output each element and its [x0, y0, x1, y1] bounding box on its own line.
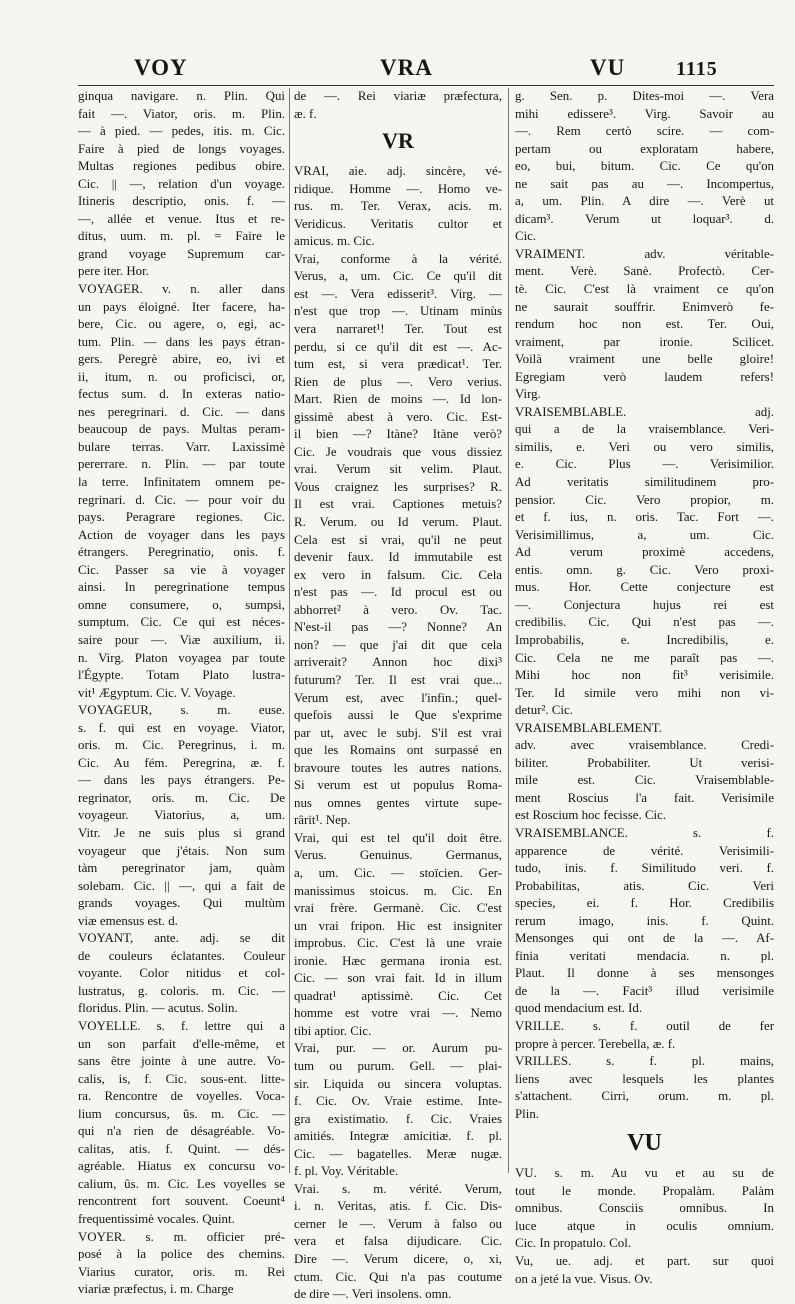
column-middle — [294, 88, 502, 1302]
dictionary-entry — [515, 404, 774, 720]
column-left — [78, 88, 285, 1297]
entry-line: liens avec lesquels les plantes — [515, 1071, 774, 1086]
entry-line: sumptum. Cic. Ce qui est néces- — [78, 615, 285, 630]
entry-line: mihi edissere³. Virg. Savoir au — [515, 106, 774, 121]
entry-line: est Roscium hoc fecisse. Cic. — [515, 808, 667, 823]
entry-line: rerum imago, inis. f. Quint. — [515, 913, 774, 928]
dictionary-entry — [78, 1018, 285, 1229]
entry-line: ne sait pas au —. Incompertus, — [515, 176, 774, 191]
entry-line: ainsi. In peregrinatione tempus — [78, 580, 285, 595]
entry-line: Ter. Id simile vero mihi non vi- — [515, 685, 774, 700]
entry-line: nus omnes gentes virtute supe- — [294, 795, 502, 810]
dictionary-entry — [515, 1018, 774, 1053]
entry-line: quod mendacium est. Id. — [515, 1001, 643, 1016]
entry-line: tout le monde. Propalàm. Palàm — [515, 1183, 774, 1198]
entry-line: Vous craignez les surprises? R. — [294, 479, 502, 494]
entry-line: f. pl. Voy. Véritable. — [294, 1164, 399, 1179]
entry-line: saire pour —. Viæ auxilium, ii. — [78, 632, 285, 647]
entry-line: vrai frère. Germanè. Cic. C'est — [294, 901, 502, 916]
entry-line: un pays éloigné. Iter facere, ha- — [78, 299, 285, 314]
entry-line: manissimus stoicus. m. Cic. En — [294, 883, 502, 898]
entry-line: calis, is, f. Cic. sous-ent. litte- — [78, 1071, 285, 1086]
entry-line: finia veritati mendacia. n. pl. — [515, 948, 774, 963]
entry-line: sir. Liquida ou sincera voluptas. — [294, 1076, 502, 1091]
entry-line: tibi aptior. Cic. — [294, 1023, 372, 1038]
entry-line: amicus. m. Cic. — [294, 234, 375, 249]
entry-line: devenir faux. Id immutabile est — [294, 550, 502, 565]
entry-line: tudo, inis. f. Similitudo veri. f. — [515, 861, 774, 876]
entry-line: grand voyage Supremum car- — [78, 246, 285, 261]
entry-line: n'est que trop —. Utinam minùs — [294, 304, 502, 319]
entry-line: grands voyages. Qui multùm — [78, 896, 285, 911]
entry-line: Itineris descriptio, onis. f. — — [78, 194, 285, 209]
entry-line: similis, e. Veri ou vero similis, — [515, 439, 774, 454]
entry-line: est —. Vera edisserit³. Virg. — — [294, 286, 502, 301]
entry-line: VRILLE. s. f. outil de fer — [515, 1018, 774, 1033]
entry-line: beaucoup de pays. Multas peram- — [78, 422, 285, 437]
entry-line: Cic. Au fém. Peregrina, æ. f. — [78, 755, 285, 770]
entry-line: luce atque in oculis omnium. — [515, 1218, 774, 1233]
entry-line: regrinator, oris. m. Cic. De — [78, 790, 285, 805]
entry-line: rendum hoc non est. Ter. Oui, — [515, 317, 774, 332]
entry-line: voyageur. Viatorius, a, um. — [78, 808, 285, 823]
entry-line: species, ei. f. Hor. Credibilis — [515, 896, 774, 911]
entry-line: Cic. Passer sa vie à voyager — [78, 562, 285, 577]
entry-line: ironie. Hæc germana ironia est. — [294, 953, 502, 968]
entry-line: s'attachent. Cirri, orum. m. pl. — [515, 1089, 774, 1104]
entry-line: mus. Hor. Cette conjecture est — [515, 580, 774, 595]
entry-line: rencontrent fort souvent. Coeunt⁴ — [78, 1194, 285, 1209]
entry-line: ex vero in falsum. Cic. Cela — [294, 567, 502, 582]
entry-line: calium, ûs. m. Cic. Les voyelles se — [78, 1176, 285, 1191]
entry-line: ne saurait souffrir. Enimverò fe- — [515, 299, 774, 314]
entry-line: mile est. Cic. Vraisemblable- — [515, 773, 774, 788]
entry-line: perdu, si ce qu'il dit est —. Ac- — [294, 339, 502, 354]
entry-line: N'est-il pas —? Nonne? An — [294, 620, 502, 635]
entry-line: voyageur que j'étais. Non sum — [78, 843, 285, 858]
entry-line: ditus, uum. m. pl. = Faire le — [78, 229, 285, 244]
entry-line: Mart. Rien de moins —. Id lon- — [294, 392, 502, 407]
entry-line: regrinari. d. Cic. — pour voir du — [78, 492, 285, 507]
entry-line: de la —. Facit³ illud verisimile — [515, 983, 774, 998]
entry-line: Mihi hoc non fit³ verisimile. — [515, 668, 774, 683]
entry-line: arriverait? Annon hoc dixi³ — [294, 655, 502, 670]
dictionary-entry — [515, 1053, 774, 1123]
entry-line: n'est pas —. Id procul est ou — [294, 585, 502, 600]
entry-line: Verus. Genuinus. Germanus, — [294, 848, 502, 863]
entry-line: viæ emensus est. d. — [78, 913, 178, 928]
entry-line: Si verum est ut populus Roma- — [294, 778, 502, 793]
entry-line: Il est vrai. Captiones metuis? — [294, 497, 502, 512]
entry-line: qui n'a rien de désagréable. Vo- — [78, 1124, 285, 1139]
entry-line: tè. Cic. C'est là vraiment ce qu'on — [515, 282, 774, 297]
entry-line: f. Cic. Ov. Vraie estime. Inte- — [294, 1094, 502, 1109]
entry-line: entis. omn. g. Cic. Vero proxi- — [515, 562, 774, 577]
entry-line: sans être jointe à une autre. Vo- — [78, 1054, 285, 1069]
entry-line: rârit¹. Nep. — [294, 813, 351, 828]
entry-line: rus. m. Ter. Verax, acis. m. — [294, 199, 502, 214]
entry-line: Vrai, conforme à la vérité. — [294, 251, 502, 266]
header-rule — [78, 85, 774, 86]
entry-line: s. f. qui est en voyage. Viator, — [78, 720, 285, 735]
entry-line: credibilis. Cic. Qui n'est pas —. — [515, 615, 774, 630]
entry-line: quadrat¹ aptissimè. Cic. Cet — [294, 988, 502, 1003]
entry-line: VOYER. s. m. officier pré- — [78, 1229, 285, 1244]
entry-line: VOYANT, ante. adj. se dit — [78, 931, 285, 946]
entry-line: VRAIMENT. adv. véritable- — [515, 246, 774, 261]
entry-line: et f. ius, n. oris. Tac. Fort —. — [515, 510, 774, 525]
columns — [78, 88, 774, 1302]
entry-line: ra. Rencontre de voyelles. Voca- — [78, 1089, 285, 1104]
entry-line: propre à percer. Terebella, æ. f. — [515, 1036, 676, 1051]
entry-line: eo, bui, bitum. Cic. Ce qu'on — [515, 159, 774, 174]
entry-line: viariæ præfectus, i. m. Charge — [78, 1282, 234, 1297]
dictionary-entry — [515, 88, 774, 246]
entry-line: futurum? Ter. Il est vrai que... — [294, 672, 502, 687]
entry-line: Mensonges qui ont de la —. Af- — [515, 931, 774, 946]
entry-line: Dire —. Verum dicere, o, xi, — [294, 1252, 502, 1266]
entry-line: pays. Peragrare regiones. Cic. — [78, 510, 285, 525]
entry-line: pererrare. n. Plin. — par toute — [78, 457, 285, 472]
entry-line: solebam. Cic. || —, qui a fait de — [78, 878, 285, 893]
entry-line: Vitr. Je ne suis plus si grand — [78, 825, 285, 840]
entry-line: Cic. Je voudrais que vous dissiez — [294, 444, 502, 459]
entry-line: a, um. Plin. A dire —. Verè ut — [515, 194, 774, 209]
entry-line: homme est votre vrai —. Nemo — [294, 1006, 502, 1021]
entry-line: Cela est si vrai, qu'il ne peut — [294, 532, 502, 547]
entry-line: VRAI, aie. adj. sincère, vé- — [294, 164, 502, 179]
entry-line: Probabilitas, atis. Cic. Veri — [515, 878, 774, 893]
entry-line: vera et falsa dijudicare. Cic. — [294, 1234, 502, 1249]
section-heading: VU — [627, 1130, 662, 1157]
entry-line: Virg. — [515, 387, 541, 402]
entry-line: étrangers. Peregrinatio, onis. f. — [78, 545, 285, 560]
entry-line: de couleurs éclatantes. Couleur — [78, 948, 285, 963]
entry-line: par ut, avec le subj. S'il est vrai — [294, 725, 502, 740]
dictionary-entry — [78, 1229, 285, 1299]
entry-line: VRAISEMBLANCE. s. f. — [515, 825, 774, 840]
entry-line: ii, itum, n. ou proficisci, or, — [78, 369, 285, 384]
page-number: 1115 — [676, 58, 718, 80]
entry-line: tum. Plin. — dans les pays étran- — [78, 334, 285, 349]
entry-line: ment. Verè. Sanè. Profectò. Cer- — [515, 264, 774, 279]
entry-line: Action de voyager dans les pays — [78, 527, 285, 542]
entry-line: vraiment, par ironie. Scilicet. — [515, 334, 774, 349]
entry-line: de —. Rei viariæ præfectura, — [294, 89, 502, 103]
entry-line: Vrai, pur. — or. Aurum pu- — [294, 1041, 502, 1056]
entry-line: vit¹ Ægyptum. Cic. V. Voyage. — [78, 685, 236, 700]
entry-line: Egregiam verò laudem refers! — [515, 369, 774, 384]
entry-line: un son parfait d'elle-même, et — [78, 1036, 285, 1051]
entry-line: n. Virg. Platon voyagea par toute — [78, 650, 285, 665]
dictionary-entry — [515, 825, 774, 1018]
dictionary-entry — [78, 88, 285, 281]
dictionary-entry — [294, 830, 502, 1041]
entry-line: e. Cic. Plus —. Verisimilior. — [515, 457, 774, 472]
entry-line: Veridicus. Veritatis cultor et — [294, 216, 502, 231]
dictionary-entry — [78, 702, 285, 930]
running-head-center: VRA — [380, 55, 433, 80]
entry-line: fectus sum. d. In exteras natio- — [78, 387, 285, 402]
entry-line: vera narraret¹! Ter. Tout est — [294, 322, 502, 337]
entry-line: VRILLES. s. f. pl. mains, — [515, 1054, 774, 1069]
entry-line: Rien de plus —. Vero verius. — [294, 374, 502, 389]
dictionary-entry — [294, 251, 502, 830]
dictionary-entry — [515, 720, 774, 825]
entry-line: —. Rem certò scire. — com- — [515, 124, 774, 139]
entry-line: qui a de la vraisemblance. Veri- — [515, 422, 774, 437]
entry-line: on a jeté la vue. Visus. Ov. — [515, 1271, 653, 1286]
entry-line: ginqua navigare. n. Plin. Qui — [78, 89, 285, 103]
entry-line: il bien —? Itàne? Itàne verò? — [294, 427, 502, 442]
entry-line: pensior. Cic. Vero propior, m. — [515, 492, 774, 507]
entry-line: dicam³. Verum ut loquar³. d. — [515, 211, 774, 226]
dictionary-entry — [78, 930, 285, 1018]
entry-line: adv. avec vraisemblance. Credi- — [515, 738, 774, 753]
column-right — [515, 88, 774, 1286]
entry-line: posé à la police des chemins. — [78, 1247, 285, 1262]
section-heading: VR — [382, 128, 414, 154]
entry-line: amitiés. Integræ amicitiæ. f. pl. — [294, 1129, 502, 1144]
entry-line: gissimè abest à vero. Cic. Est- — [294, 409, 502, 424]
entry-line: la terre. Infinitatem omnem pe- — [78, 475, 285, 490]
entry-line: improbus. Cic. C'est là une vraie — [294, 936, 502, 951]
entry-line: que les Romains ont surpassé en — [294, 743, 502, 758]
entry-line: VOYAGEUR, s. m. euse. — [78, 703, 285, 718]
entry-line: —, allée et venue. Itus et re- — [78, 211, 285, 226]
entry-line: g. Sen. p. Dites-moi —. Vera — [515, 89, 774, 103]
entry-line: vrai. Verum sit velim. Plaut. — [294, 462, 502, 477]
entry-line: ridique. Homme —. Homo ve- — [294, 181, 502, 196]
entry-line: fait —. Viator, oris. m. Plin. — [78, 106, 285, 121]
entry-line: Ad verum proximè accedens, — [515, 545, 774, 560]
entry-line: R. Verum. ou Id verum. Plaut. — [294, 515, 502, 530]
entry-line: Improbabilis, e. Incredibilis, e. — [515, 632, 774, 647]
entry-line: pertam ou exploratam habere, — [515, 141, 774, 156]
entry-line: Multas regiones pedibus obire. — [78, 159, 285, 174]
entry-line: — dans les pays étrangers. Pe- — [78, 773, 285, 788]
entry-line: omne consumere, o, sumpsi, — [78, 597, 285, 612]
entry-line: calitas, atis. f. Quint. — dés- — [78, 1141, 285, 1156]
entry-line: bravoure toutes les autres nations. — [294, 760, 502, 775]
entry-line: Vrai, qui est tel qu'il doit être. — [294, 830, 502, 845]
entry-line: agréable. Hiatus ex concursu vo- — [78, 1159, 285, 1174]
dictionary-entry — [515, 1253, 774, 1288]
entry-line: pere iter. Hor. — [78, 264, 149, 279]
entry-line: bulare terras. Varr. Laxissimè — [78, 439, 285, 454]
entry-line: cerner le —. Verum à falso ou — [294, 1216, 502, 1231]
entry-line: Verisimillimus, a, um. Cic. — [515, 527, 774, 542]
entry-line: VRAISEMBLABLEMENT. — [515, 720, 662, 735]
entry-line: lium concursus, ûs. m. Cic. — — [78, 1106, 285, 1121]
entry-line: floridus. Plin. — acutus. Solin. — [78, 1001, 238, 1016]
entry-line: ctum. Cic. Qui n'a pas coutume — [294, 1269, 502, 1284]
dictionary-entry — [515, 1165, 774, 1253]
entry-line: VOYAGER. v. n. aller dans — [78, 282, 285, 297]
entry-line: Vrai. s. m. vérité. Verum, — [294, 1181, 502, 1196]
entry-line: Cic. — [515, 229, 537, 244]
dictionary-entry — [294, 1181, 502, 1304]
dictionary-entry — [294, 88, 502, 123]
entry-line: nes peregrinari. d. Cic. — dans — [78, 404, 285, 419]
entry-line: omnibus. Consciis omnibus. In — [515, 1201, 774, 1216]
entry-line: Cic. — bagatelles. Meræ nugæ. — [294, 1146, 502, 1161]
entry-line: æ. f. — [294, 106, 317, 121]
entry-line: a, um. Cic. — stoïcien. Ger- — [294, 865, 502, 880]
entry-line: — à pied. — pedes, itis. m. Cic. — [78, 124, 285, 139]
running-head-right: VU — [590, 55, 626, 80]
entry-line: Vu, ue. adj. et part. sur quoi — [515, 1254, 774, 1268]
entry-line: tum est, si vera prædicat¹. Ter. — [294, 357, 502, 372]
entry-line: Cic. || —, relation d'un voyage. — [78, 176, 285, 191]
entry-line: voyante. Color nitidus et col- — [78, 966, 285, 981]
entry-line: VU. s. m. Au vu et au su de — [515, 1166, 774, 1181]
entry-line: Voilà vraiment une belle gloire! — [515, 352, 774, 367]
entry-line: Cic. — son vrai fait. Id in illum — [294, 971, 502, 986]
entry-line: —. Conjectura hujus rei est — [515, 597, 774, 612]
entry-line: tàm peregrinator jam, quàm — [78, 861, 285, 876]
entry-line: ment Roscius l'a fait. Verisimile — [515, 790, 774, 805]
entry-line: l'Égypte. Totam Plato lustra- — [78, 668, 285, 683]
entry-line: Plaut. Il donne à ses mensonges — [515, 966, 774, 981]
entry-line: VRAISEMBLABLE. adj. — [515, 404, 774, 419]
entry-line: Faire à pied de longs voyages. — [78, 141, 285, 156]
running-header — [78, 55, 768, 85]
entry-line: VOYELLE. s. f. lettre qui a — [78, 1018, 285, 1033]
entry-line: Plin. — [515, 1106, 539, 1121]
entry-line: Ad veritatis similitudinem pro- — [515, 475, 774, 490]
entry-line: de dire —. Veri insolens. omn. — [294, 1287, 452, 1302]
entry-line: apparence de vérité. Verisimili- — [515, 843, 774, 858]
entry-line: i. n. Veritas, atis. f. Cic. Dis- — [294, 1199, 502, 1214]
entry-line: bere, Cic. ou agere, o, egi, ac- — [78, 317, 285, 332]
entry-line: quefois aussi le Que s'exprime — [294, 708, 502, 723]
entry-line: gra existimatio. f. Cic. Vraies — [294, 1111, 502, 1126]
entry-line: Verum est, avec l'infin.; quel- — [294, 690, 502, 705]
entry-line: biliter. Probabiliter. Ut verisi- — [515, 755, 774, 770]
entry-line: Viarius curator, oris. m. Rei — [78, 1264, 285, 1279]
dictionary-entry — [78, 281, 285, 702]
running-head-left: VOY — [134, 55, 188, 80]
entry-line: oris. m. Cic. Peregrinus, i. m. — [78, 738, 285, 753]
entry-line: Cic. In propatulo. Col. — [515, 1236, 632, 1251]
entry-line: tum ou purum. Gell. — plai- — [294, 1058, 502, 1073]
entry-line: abhorret² à vero. Ov. Tac. — [294, 602, 502, 617]
dictionary-entry — [515, 246, 774, 404]
dictionary-entry — [294, 1040, 502, 1180]
entry-line: non? — que j'ai dit que cela — [294, 637, 502, 652]
entry-line: gers. Peregrè abire, eo, ivi et — [78, 352, 285, 367]
entry-line: detur². Cic. — [515, 703, 573, 718]
dictionary-entry — [294, 163, 502, 251]
entry-line: un vrai fripon. Hic est insigniter — [294, 918, 502, 933]
entry-line: Verus, a, um. Cic. Ce qu'il dit — [294, 269, 502, 284]
entry-line: lustratus, g. coloris. m. Cic. — — [78, 983, 285, 998]
entry-line: Cic. Cela ne me paraît pas —. — [515, 650, 774, 665]
entry-line: frequentissimè vocales. Quint. — [78, 1212, 235, 1226]
